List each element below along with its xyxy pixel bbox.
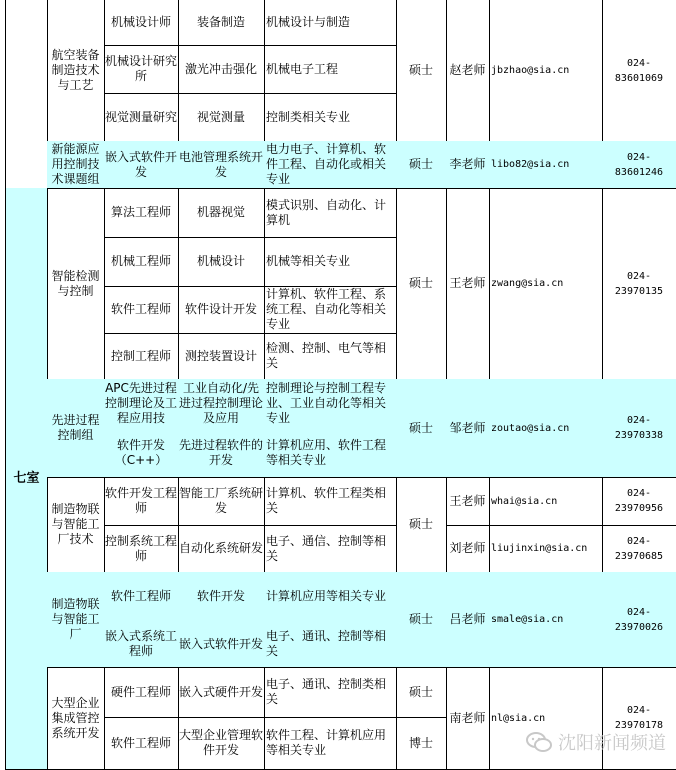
group-name: 大型企业集成管控系统开发 [47, 667, 105, 770]
direction-cell: 工业自动化/先进过程控制理论及应用 [178, 379, 265, 429]
degree-cell: 硕士 [396, 0, 447, 142]
degree-cell: 硕士 [396, 188, 447, 380]
contact-name: 吕老师 [446, 572, 490, 668]
direction-cell: 嵌入式软件开发 [178, 621, 265, 668]
major-cell: 软件工程、计算机应用等相关专业 [264, 717, 397, 770]
major-cell: 电子、通信、控制等相关 [264, 525, 397, 573]
contact-name: 李老师 [446, 141, 490, 189]
watermark-text: 沈阳新闻频道 [558, 733, 666, 754]
degree-cell: 硕士 [396, 141, 447, 189]
major-cell: 计算机、软件工程、系统工程、自动化等相关专业 [264, 286, 397, 334]
degree-cell: 博士 [396, 717, 447, 770]
contact-phone: 024-23970026 [602, 572, 676, 668]
group-name: 航空装备制造技术与工艺 [47, 0, 105, 142]
post-cell: 机械设计师 [104, 0, 179, 46]
degree-cell: 硕士 [396, 572, 447, 668]
watermark [526, 729, 666, 755]
post-cell: 控制系统工程师 [104, 525, 179, 573]
post-cell: 软件开发（C++） [104, 428, 179, 478]
contact-email: libo82@sia.cn [489, 141, 603, 189]
major-cell: 模式识别、自动化、计算机 [264, 188, 397, 238]
major-cell: 机械等相关专业 [264, 237, 397, 287]
direction-cell: 大型企业管理软件开发 [178, 717, 265, 770]
contact-name: 王老师 [446, 188, 490, 380]
contact-phone: 024-23970338 [602, 379, 676, 478]
group-name: 新能源应用控制技术课题组 [47, 141, 105, 189]
contact-phone: 024-23970135 [602, 188, 676, 380]
direction-cell: 自动化系统研发 [178, 525, 265, 573]
contact-email: jbzhao@sia.cn [489, 0, 603, 142]
post-cell: 视觉测量研究 [104, 93, 179, 142]
contact-name: 邹老师 [446, 379, 490, 478]
direction-cell: 机械设计 [178, 237, 265, 287]
major-cell: 检测、控制、电气等相关 [264, 333, 397, 380]
major-cell: 电子、通讯、控制等相关 [264, 621, 397, 668]
direction-cell: 装备制造 [178, 0, 265, 46]
contact-email: smale@sia.cn [489, 572, 603, 668]
direction-cell: 智能工厂系统研发 [178, 477, 265, 526]
contact-email: whai@sia.cn [489, 477, 603, 526]
contact-name: 王老师 [446, 477, 490, 526]
post-cell: 嵌入式软件开发 [104, 141, 179, 189]
post-cell: 算法工程师 [104, 188, 179, 238]
dept-cell: 七室 [5, 188, 48, 770]
major-cell: 电子、通讯、控制类相关 [264, 667, 397, 718]
contact-phone: 024-83601069 [602, 0, 676, 142]
major-cell: 计算机应用等相关专业 [264, 572, 397, 622]
direction-cell: 软件开发 [178, 572, 265, 622]
dept-cell-top [5, 0, 48, 189]
post-cell: 软件工程师 [104, 572, 179, 622]
post-cell: 机械设计研究所 [104, 45, 179, 94]
direction-cell: 机器视觉 [178, 188, 265, 238]
contact-email: zoutao@sia.cn [489, 379, 603, 478]
major-cell: 电力电子、计算机、软件工程、自动化或相关专业 [264, 141, 397, 189]
direction-cell: 软件设计开发 [178, 286, 265, 334]
contact-name: 赵老师 [446, 0, 490, 142]
major-cell: 机械电子工程 [264, 45, 397, 94]
direction-cell: 嵌入式硬件开发 [178, 667, 265, 718]
contact-email: nl@sia.cn [489, 667, 603, 770]
contact-name: 刘老师 [446, 525, 490, 573]
degree-cell: 硕士 [396, 477, 447, 573]
major-cell: 机械设计与制造 [264, 0, 397, 46]
degree-cell: 硕士 [396, 667, 447, 718]
group-name: 智能检测与控制 [47, 188, 105, 380]
post-cell: APC先进过程控制理论及工程应用技 [104, 379, 179, 429]
post-cell: 软件开发工程师 [104, 477, 179, 526]
contact-email: zwang@sia.cn [489, 188, 603, 380]
wechat-icon [526, 732, 552, 752]
group-name: 制造物联与智能工厂技术 [47, 477, 105, 573]
contact-name: 南老师 [446, 667, 490, 770]
degree-cell: 硕士 [396, 379, 447, 478]
direction-cell: 电池管理系统开发 [178, 141, 265, 189]
major-cell: 计算机应用、软件工程等相关专业 [264, 428, 397, 478]
contact-phone: 024-23970178 [602, 667, 676, 770]
major-cell: 控制理论与控制工程专业、工业自动化等相关专业 [264, 379, 397, 429]
direction-cell: 激光冲击强化 [178, 45, 265, 94]
direction-cell: 视觉测量 [178, 93, 265, 142]
contact-phone: 024-83601246 [602, 141, 676, 189]
direction-cell: 测控装置设计 [178, 333, 265, 380]
post-cell: 控制工程师 [104, 333, 179, 380]
direction-cell: 先进过程软件的开发 [178, 428, 265, 478]
contact-email: liujinxin@sia.cn [489, 525, 603, 573]
group-name: 制造物联与智能工厂 [47, 572, 105, 668]
post-cell: 硬件工程师 [104, 667, 179, 718]
post-cell: 机械工程师 [104, 237, 179, 287]
contact-phone: 024-23970685 [602, 525, 676, 573]
major-cell: 控制类相关专业 [264, 93, 397, 142]
major-cell: 计算机、软件工程类相关 [264, 477, 397, 526]
group-name: 先进过程控制组 [47, 379, 105, 478]
post-cell: 嵌入式系统工程师 [104, 621, 179, 668]
post-cell: 软件工程师 [104, 717, 179, 770]
contact-phone: 024-23970956 [602, 477, 676, 526]
post-cell: 软件工程师 [104, 286, 179, 334]
